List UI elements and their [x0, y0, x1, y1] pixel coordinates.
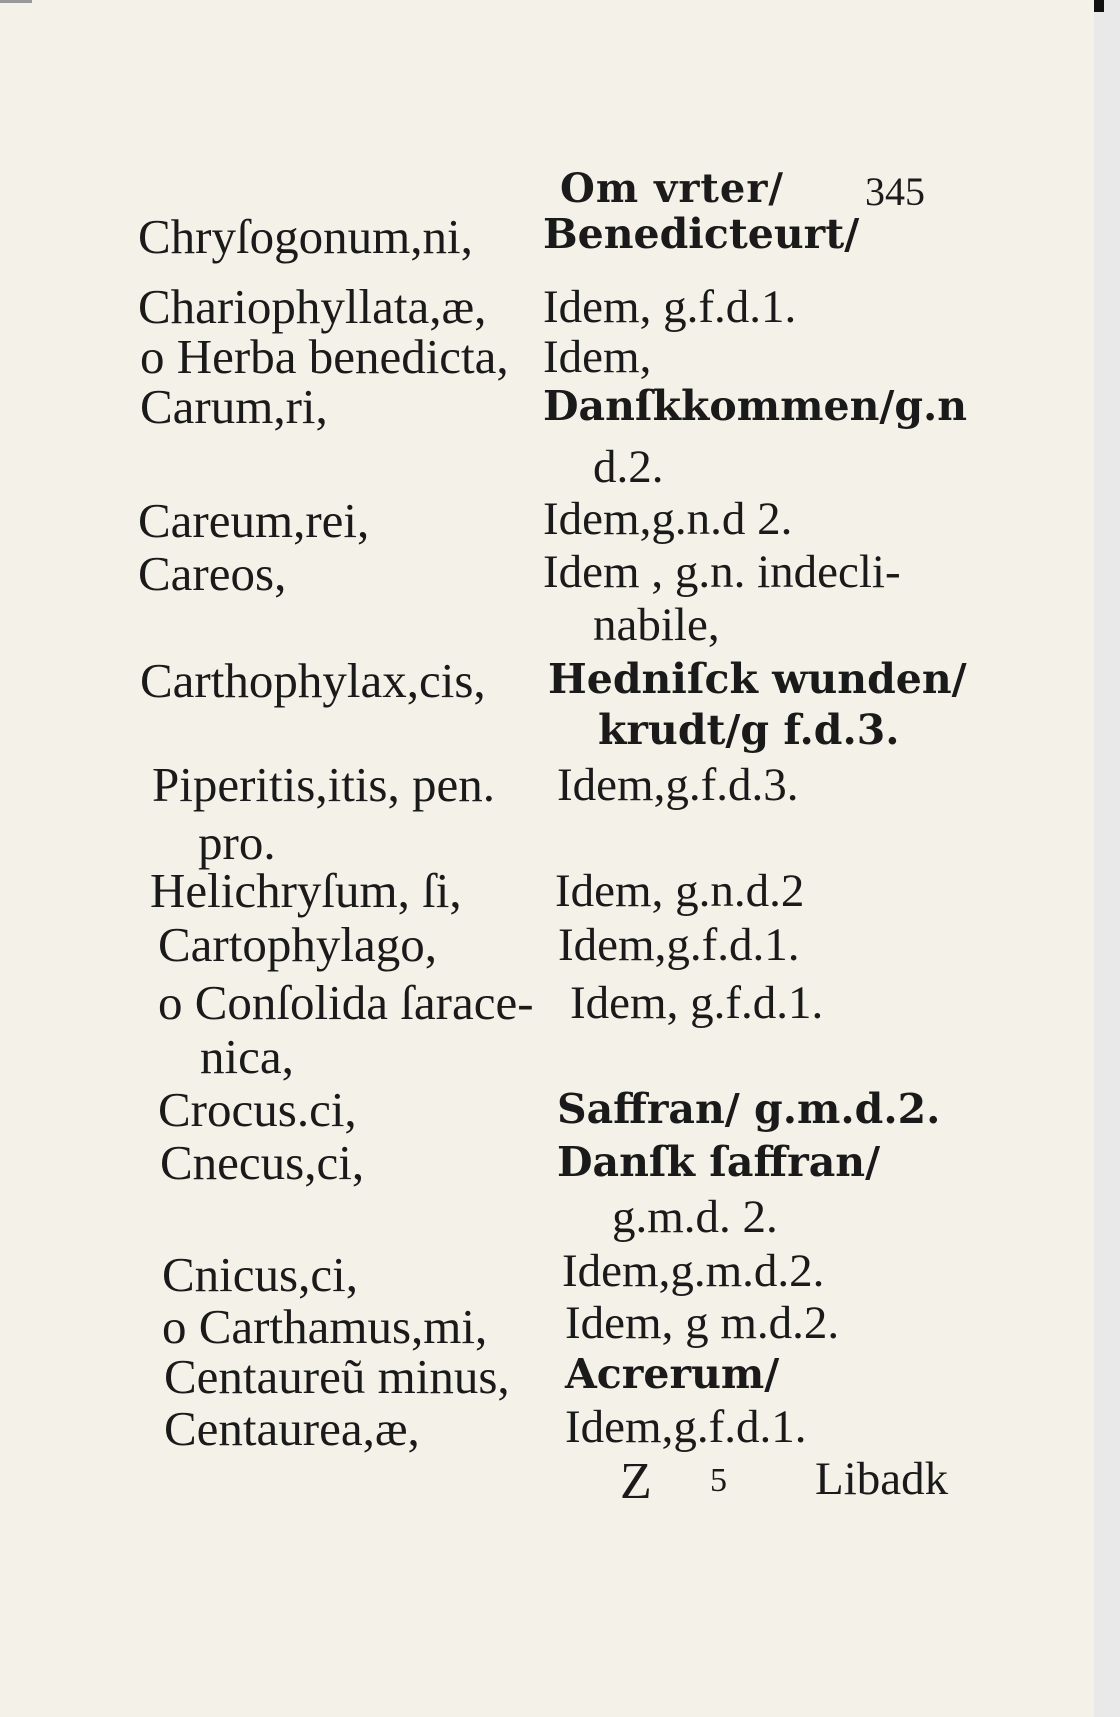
entry-german-continuation: krudt/g f.d.3. — [598, 706, 900, 754]
entry-latin: Crocus.ci, — [158, 1082, 357, 1137]
entry-latin: Careum,rei, — [138, 493, 370, 548]
entry-german: Idem, g m.d.2. — [565, 1297, 840, 1349]
entry-german: Saffran/ g.m.d.2. — [557, 1085, 941, 1133]
entry-latin: Centaurea,æ, — [164, 1401, 420, 1456]
entry-german: Idem, g.f.d.1. — [543, 281, 797, 333]
entry-german: Idem, g.n.d.2 — [555, 865, 805, 917]
entry-german-continuation: nabile, — [593, 599, 720, 651]
page-number: 345 — [865, 169, 925, 214]
entry-german: Hedniſck wunden/ — [548, 655, 967, 703]
entry-german: Danſk ſaffran/ — [557, 1138, 881, 1186]
entry-latin: o Conſolida ſarace- — [158, 975, 534, 1030]
entry-latin: o Herba benedicta, — [140, 329, 509, 384]
entry-latin-continuation: pro. — [198, 815, 276, 870]
entry-latin: o Carthamus,mi, — [162, 1299, 488, 1354]
scan-edge-mark — [1094, 0, 1104, 12]
signature-mark: Z — [620, 1453, 652, 1510]
entry-latin: Helichryſum, ſi, — [150, 863, 462, 918]
entry-latin: Chariophyllata,æ, — [138, 279, 487, 334]
entry-latin: Carum,ri, — [140, 379, 328, 434]
entry-german: Acrerum/ — [565, 1350, 780, 1398]
entry-german: Benedicteurt/ — [543, 210, 860, 258]
entry-german: Idem , g.n. indecli- — [543, 546, 901, 598]
entry-latin: Piperitis,itis, pen. — [152, 757, 495, 812]
entry-latin: Cnecus,ci, — [160, 1135, 365, 1190]
entry-german: Idem, g.f.d.1. — [570, 977, 824, 1029]
entry-german-continuation: g.m.d. 2. — [612, 1191, 778, 1243]
entry-latin: Cnicus,ci, — [162, 1247, 358, 1302]
entry-latin-continuation: nica, — [200, 1029, 294, 1084]
running-head: Om vrter/ — [560, 165, 785, 212]
entry-german: Danſkkommen/g.n — [543, 382, 968, 430]
entry-latin: Careos, — [138, 546, 287, 601]
entry-latin: Centaureũ minus, — [164, 1349, 510, 1404]
entry-german: Idem,g.f.d.1. — [558, 919, 800, 971]
entry-latin: Carthophylax,cis, — [140, 653, 486, 708]
entry-german: Idem,g.m.d.2. — [562, 1245, 825, 1297]
entry-german: Idem,g.f.d.3. — [557, 759, 799, 811]
entry-german: Idem,g.n.d 2. — [543, 493, 793, 545]
signature-number: 5 — [710, 1462, 727, 1499]
catchword: Libadk — [815, 1453, 949, 1505]
scan-corner-mark — [0, 0, 32, 3]
entry-latin: Cartophylago, — [158, 917, 437, 972]
entry-latin: Chryſogonum,ni, — [138, 209, 473, 264]
entry-german: Idem, — [543, 331, 652, 383]
scan-margin — [1094, 0, 1120, 1717]
entry-german: Idem,g.f.d.1. — [565, 1401, 807, 1453]
entry-german-continuation: d.2. — [593, 441, 664, 493]
